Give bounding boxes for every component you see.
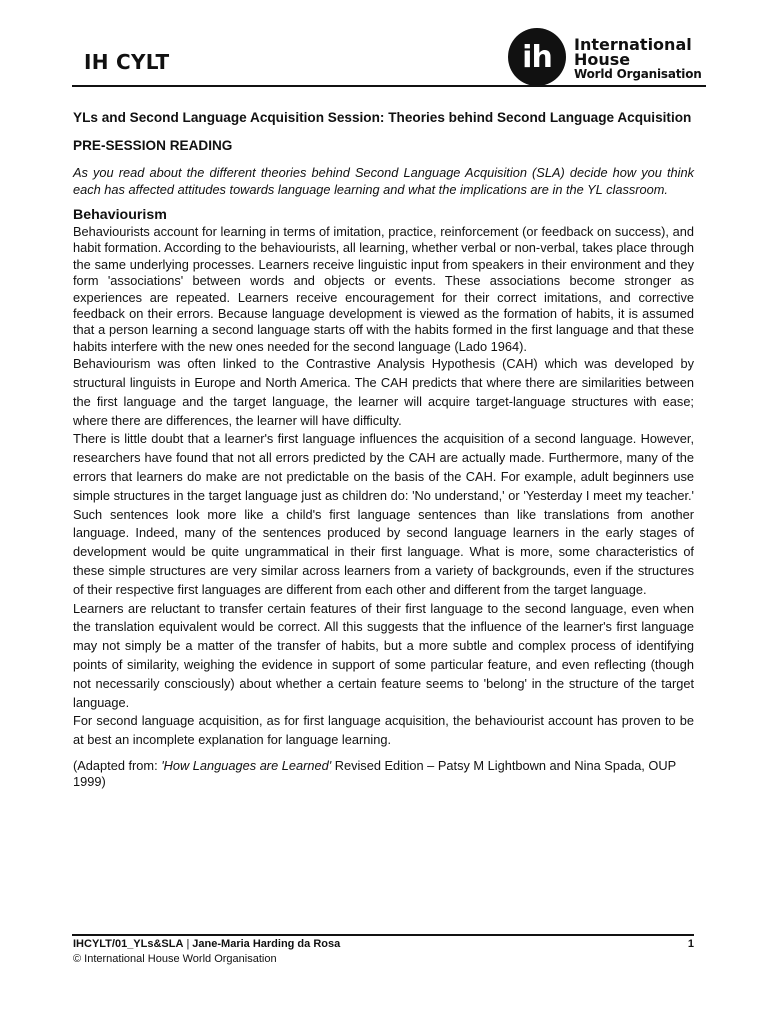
body-paragraph: Behaviourists account for learning in terms of imitation, practice, reinforcement (or feedback on success), and habit formation. According to the behaviourists, all learning, whether verbal or non-verbal, takes place through the same underlying processes. Learners receive linguistic input from speakers in their environment and they form 'associations' between words and objects or events. These associations become stronger as experiences are repeated. Learners receive encouragement for their correct imitations, and corrective feedback on their errors. Because language development is viewed as the formation of habits, it is assumed that a person learning a second language starts off with the habits formed in the first language and that these habits interfere with the new ones needed for the second language (Lado 1964).: [73, 224, 694, 354]
intro-paragraph: As you read about the different theories behind Second Language Acquisition (SLA) decide how you think each has affected attitudes towards language learning and what the implications are in the YL classroom.: [73, 165, 694, 197]
page-number: 1: [687, 938, 694, 950]
body-paragraph: Learners are reluctant to transfer certain features of their first language to the second language, even when the translation equivalent would be correct. All this suggests that the influence of the learner's first language may not simply be a matter of the transfer of habits, but a more subtle and complex process of identifying points of similarity, weighing the evidence in support of some particular feature, and even reflecting (though not necessarily consciously) about whether a certain feature seems to 'belong' in the structure of the target language.: [73, 600, 694, 710]
footer-author: Jane-Maria Harding da Rosa: [192, 938, 341, 950]
pre-session-heading: PRE-SESSION READING: [73, 138, 233, 153]
footer-separator: |: [186, 938, 190, 950]
ih-logo-mark: ih: [508, 28, 566, 86]
document-body: [73, 110, 694, 791]
body-paragraph: Behaviourism was often linked to the Contrastive Analysis Hypothesis (CAH) which was developed by structural linguists in Europe and North America. The CAH predicts that where there are similarities between the first language and the target language, the learner will acquire target-language structures with ease; where there are differences, the learner will have difficulty.: [73, 356, 694, 428]
session-title: YLs and Second Language Acquisition Session: Theories behind Second Language Acquisition: [73, 110, 692, 125]
footer-doc-code: IHCYLT/01_YLs&SLA: [73, 938, 184, 950]
footer-divider: [72, 934, 694, 936]
ih-logo: [508, 28, 708, 88]
section-heading: Behaviourism: [73, 207, 167, 223]
ih-logo-wordmark: International House World Organisation: [574, 35, 702, 81]
footer-copyright: © International House World Organisation: [73, 953, 277, 965]
source-book-title: 'How Languages are Learned': [161, 757, 332, 773]
header-divider: [72, 85, 706, 87]
body-paragraph: There is little doubt that a learner's first language influences the acquisition of a second language. However, researchers have found that not all errors predicted by the CAH are actually made. Furthermore, many of the errors that learners do make are not predictable on the basis of the CAH. For example, adult beginners use simple structures in the target language just as children do: 'No understand,' or 'Yesterday I meet my teacher.' Such sentences look more like a child's first language sentences than like translations from another language. Indeed, many of the sentences produced by second language learners in the early stages of development would be quite ungrammatical in their first language. What is more, some characteristics of these simple structures are very similar across learners from a variety of backgrounds, even if the structures of their respective first languages are different from each other and different from the target language.: [73, 431, 694, 597]
source-citation: (Adapted from: 'How Languages are Learned' Revised Edition – Patsy M Lightbown and Nina Spada, OUP 1999): [73, 757, 676, 790]
body-paragraph: For second language acquisition, as for first language acquisition, the behaviourist account has proven to be at best an incomplete explanation for language learning.: [73, 713, 694, 748]
footer-doc-info: [73, 938, 340, 950]
header-title: IH CYLT: [84, 50, 170, 74]
